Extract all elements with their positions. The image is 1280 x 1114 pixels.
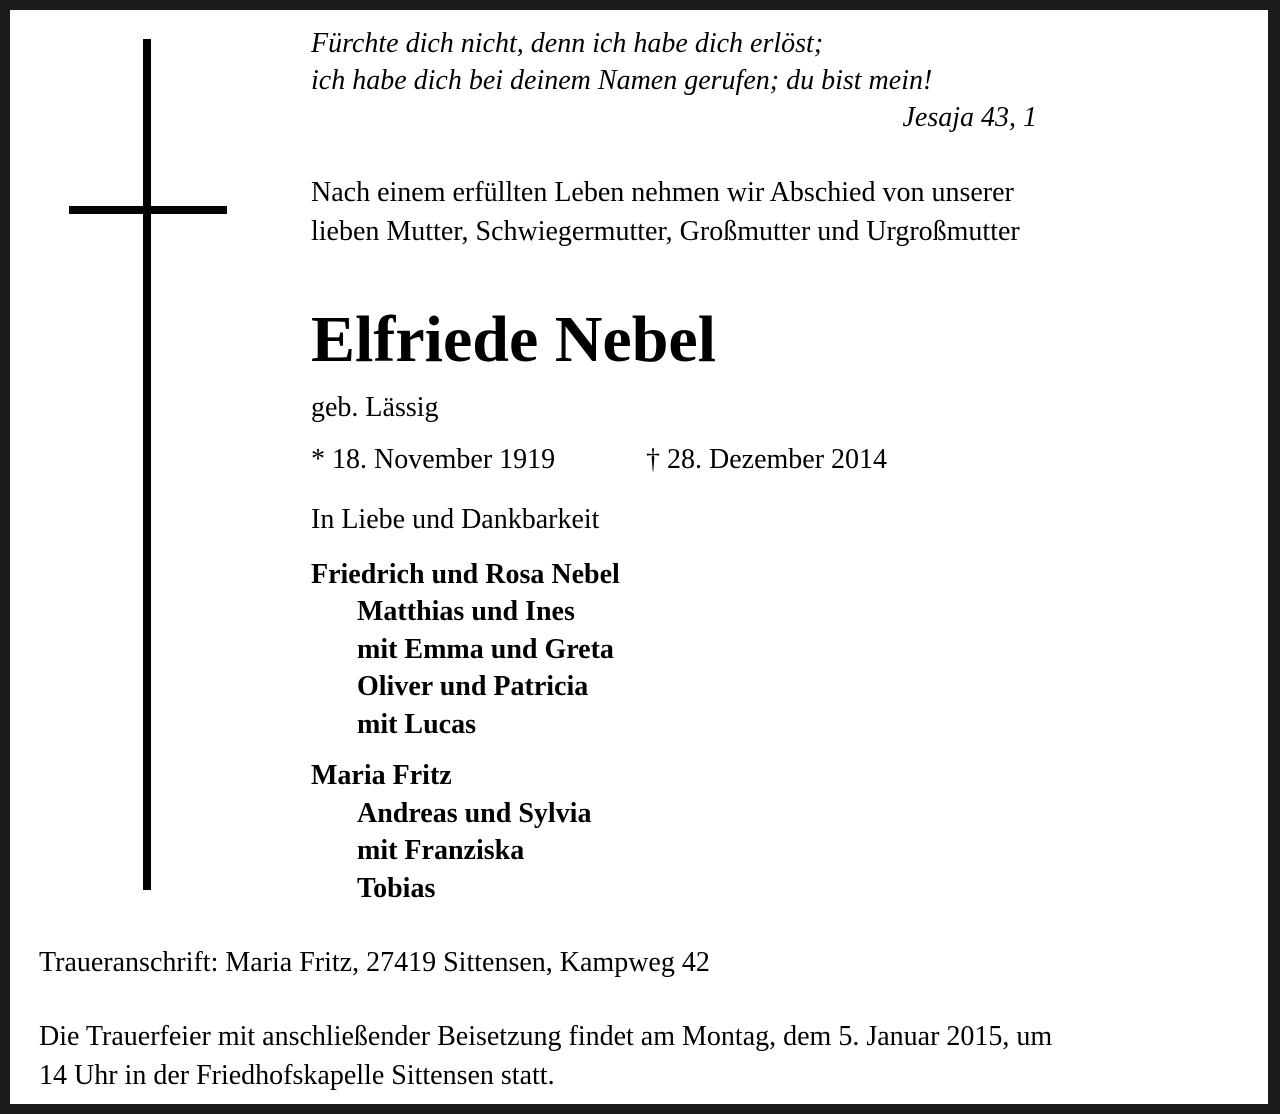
mourner-member: Oliver und Patricia	[357, 671, 589, 702]
intro-line-2: lieben Mutter, Schwiegermutter, Großmutter und Urgroßmutter	[311, 216, 1020, 247]
cross-icon	[143, 39, 151, 890]
service-line-2: 14 Uhr in der Friedhofskapelle Sittensen statt.	[39, 1060, 555, 1091]
service-line-1: Die Trauerfeier mit anschließender Beisetzung findet am Montag, dem 5. Januar 2015, um	[39, 1021, 1053, 1052]
mourner-member: Tobias	[357, 873, 436, 904]
verse-line-2: ich habe dich bei deinem Namen gerufen; du bist mein!	[311, 65, 933, 96]
mourner-member: mit Emma und Greta	[357, 634, 614, 665]
verse-reference: Jesaja 43, 1	[902, 102, 1037, 133]
cross-icon-crossbar	[69, 206, 227, 214]
mourner-group-head: Friedrich und Rosa Nebel	[311, 559, 620, 590]
maiden-name: geb. Lässig	[311, 392, 439, 423]
mourning-address: Traueranschrift: Maria Fritz, 27419 Sittensen, Kampweg 42	[39, 947, 710, 978]
mourner-member: Matthias und Ines	[357, 596, 575, 627]
closing-text: In Liebe und Dankbarkeit	[311, 504, 600, 535]
mourner-member: mit Franziska	[357, 835, 525, 866]
death-date: † 28. Dezember 2014	[646, 444, 888, 475]
verse-line-1: Fürchte dich nicht, denn ich habe dich erlöst;	[311, 28, 824, 59]
mourner-member: Andreas und Sylvia	[357, 798, 592, 829]
birth-date: * 18. November 1919	[311, 444, 556, 475]
intro-line-1: Nach einem erfüllten Leben nehmen wir Abschied von unserer	[311, 177, 1014, 208]
obituary-notice	[10, 10, 1268, 1104]
mourner-member: mit Lucas	[357, 709, 476, 740]
mourner-group-head: Maria Fritz	[311, 760, 452, 791]
deceased-name: Elfriede Nebel	[311, 303, 717, 376]
